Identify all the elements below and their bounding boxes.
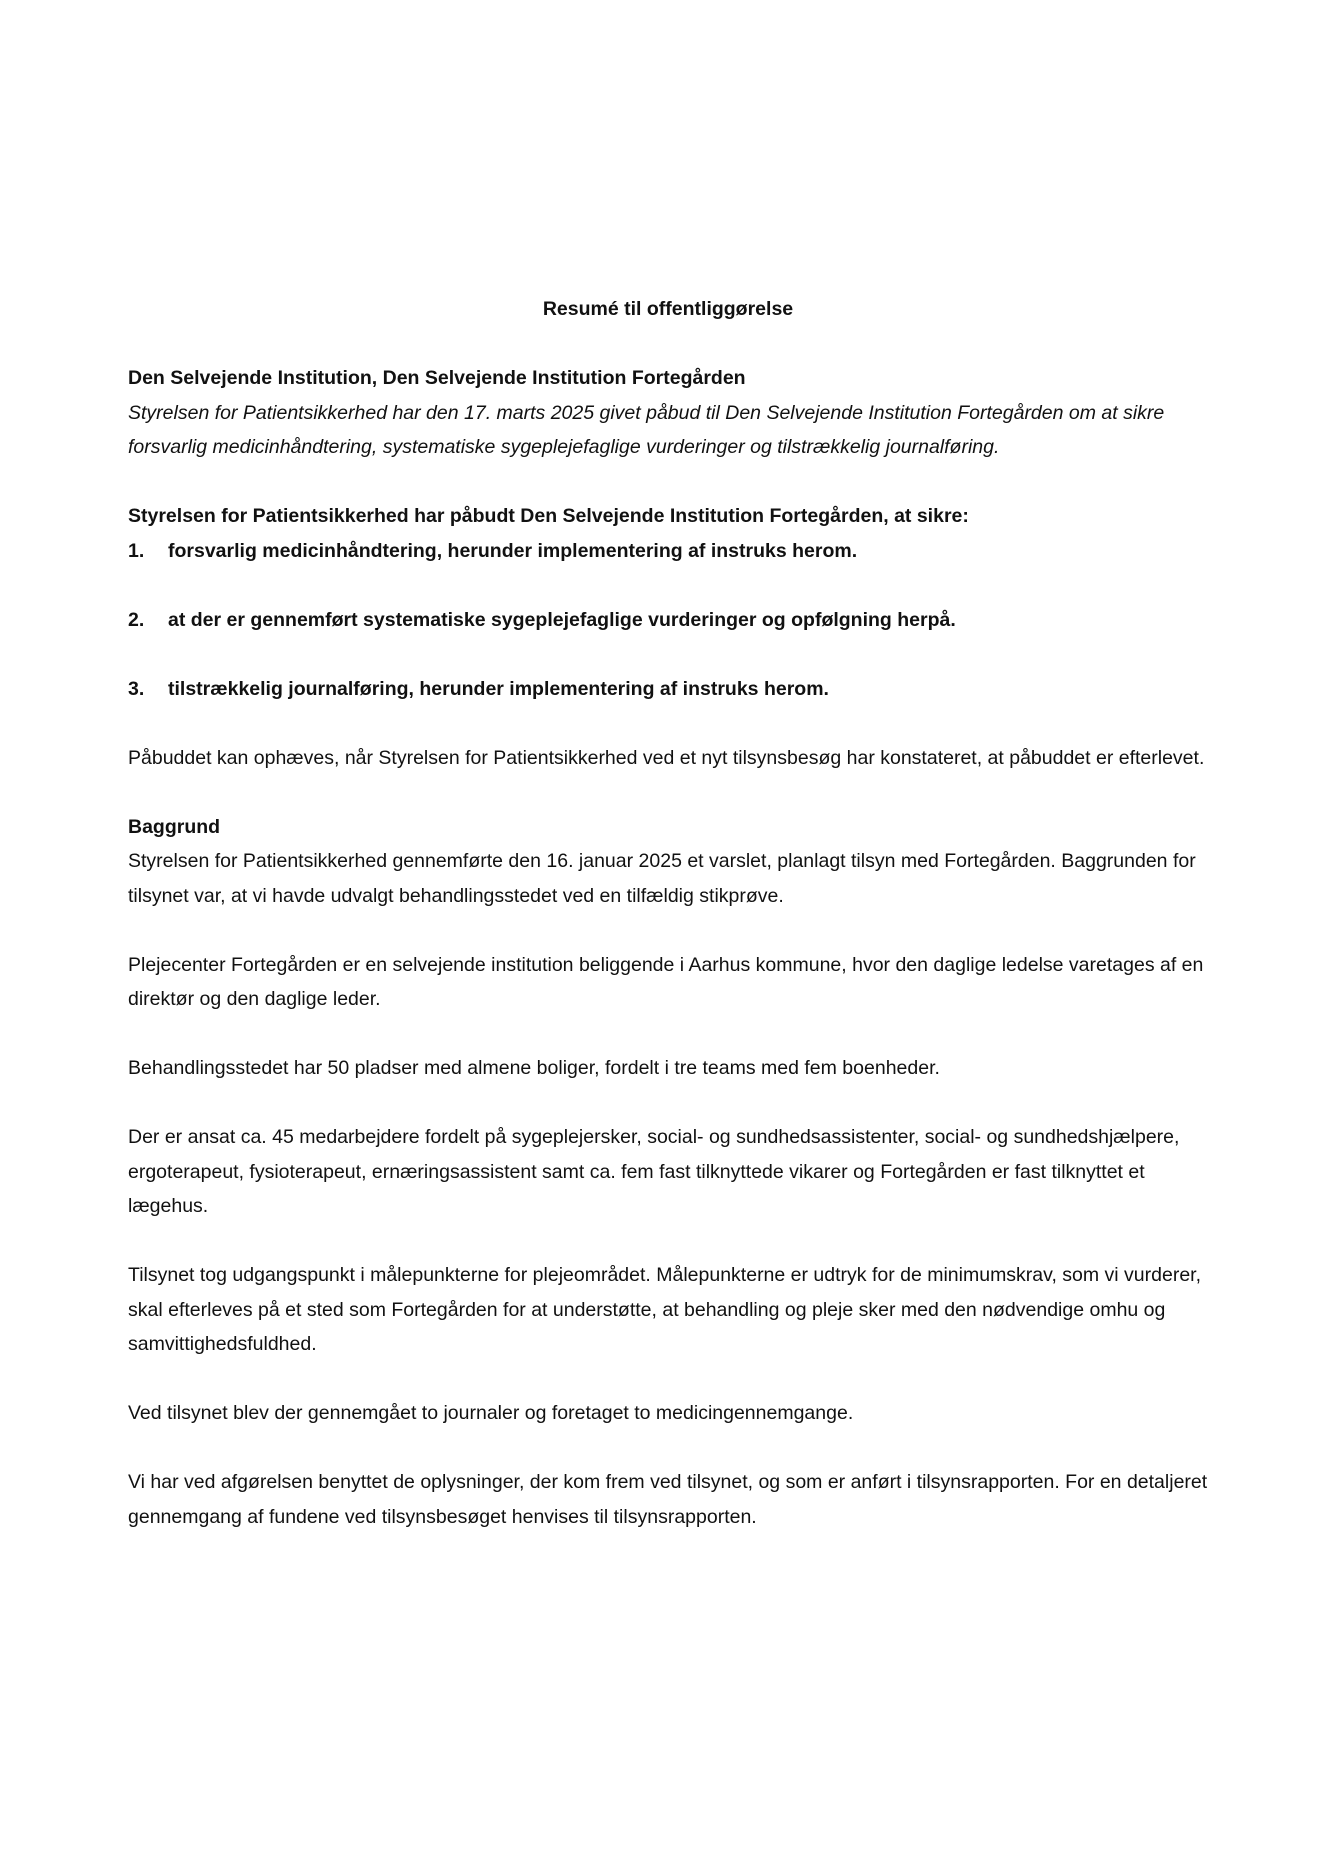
spacer — [128, 568, 1208, 603]
order-item-3 — [128, 672, 1208, 707]
order-text: at der er gennemført systematiske sygeplejefaglige vurderinger og opfølgning herpå. — [168, 608, 956, 631]
order-heading: Styrelsen for Patientsikkerhed har påbudt Den Selvejende Institution Fortegården, at sikre: — [128, 505, 969, 527]
background-paragraph-2: Plejecenter Fortegården er en selvejende institution beliggende i Aarhus kommune, hvor den daglige ledelse varetages af en direktør og den daglige leder. — [128, 953, 1204, 1010]
order-item-2 — [128, 603, 1208, 638]
spacer — [128, 913, 1208, 948]
order-text: forsvarlig medicinhåndtering, herunder implementering af instruks herom. — [168, 539, 858, 562]
order-number: 1. — [128, 539, 145, 562]
background-paragraph-5: Tilsynet tog udgangspunkt i målepunkterne for plejeområdet. Målepunkterne er udtryk for de minimumskrav, som vi vurderer, skal efterleves på et sted som Fortegården for at understøtte, at behandling og pleje sker med den nødvendige omhu og samvittighedsfuldhed. — [128, 1264, 1201, 1355]
order-text: tilstrækkelig journalføring, herunder implementering af instruks herom. — [168, 677, 829, 700]
document-body — [128, 292, 1208, 1534]
spacer — [128, 706, 1208, 741]
spacer — [128, 637, 1208, 672]
order-number: 3. — [128, 677, 145, 700]
spacer — [128, 1017, 1208, 1052]
spacer — [128, 465, 1208, 500]
background-paragraph-6: Ved tilsynet blev der gennemgået to journaler og foretaget to medicingennemgange. — [128, 1402, 854, 1424]
spacer — [128, 775, 1208, 810]
spacer — [128, 327, 1208, 362]
spacer — [128, 1224, 1208, 1259]
spacer — [128, 1431, 1208, 1466]
background-paragraph-3: Behandlingsstedet har 50 pladser med almene boliger, fordelt i tre teams med fem boenheder. — [128, 1057, 940, 1079]
intro-summary: Styrelsen for Patientsikkerhed har den 17. marts 2025 givet påbud til Den Selvejende Institution Fortegården om at sikre forsvarlig medicinhåndtering, systematiske sygeplejefaglige vurderinger og tilstrækkelig journalføring. — [128, 401, 1165, 458]
background-heading: Baggrund — [128, 815, 221, 838]
order-number: 2. — [128, 608, 145, 631]
spacer — [128, 1362, 1208, 1397]
lift-condition-paragraph: Påbuddet kan ophæves, når Styrelsen for Patientsikkerhed ved et nyt tilsynsbesøg har konstateret, at påbuddet er efterlevet. — [128, 746, 1205, 769]
spacer — [128, 1086, 1208, 1121]
document-title: Resumé til offentliggørelse — [542, 298, 794, 320]
order-item-1 — [128, 534, 1208, 569]
background-paragraph-4: Der er ansat ca. 45 medarbejdere fordelt på sygeplejersker, social- og sundhedsassistenter, social- og sundhedshjælpere, ergoterapeut, fysioterapeut, ernæringsassistent samt ca. fem fast tilknyttede vikarer og Fortegården er fast tilknyttet et lægehus. — [128, 1126, 1180, 1217]
institution-heading: Den Selvejende Institution, Den Selvejende Institution Fortegården — [128, 367, 746, 389]
background-paragraph-1: Styrelsen for Patientsikkerhed gennemførte den 16. januar 2025 et varslet, planlagt tilsyn med Fortegården. Baggrunden for tilsynet var, at vi havde udvalgt behandlingsstedet ved en tilfældig stikprøve. — [128, 850, 1196, 907]
background-paragraph-7: Vi har ved afgørelsen benyttet de oplysninger, der kom frem ved tilsynet, og som er anført i tilsynsrapporten. For en detaljeret gennemgang af fundene ved tilsynsbesøget henvises til tilsynsrapporten. — [128, 1471, 1208, 1528]
